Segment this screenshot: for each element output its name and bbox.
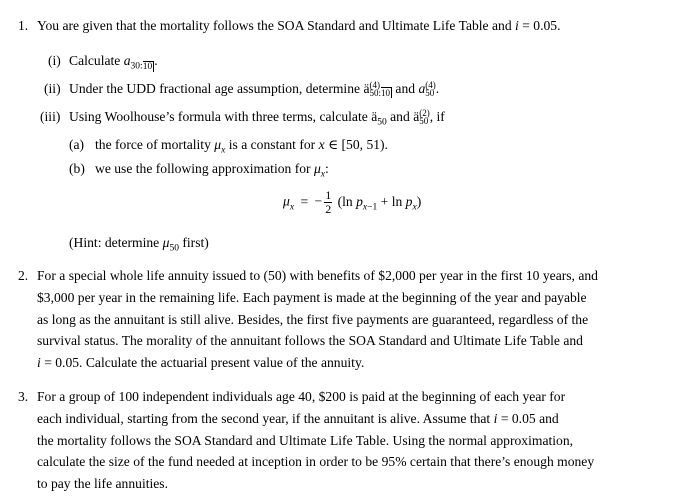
question-2-text [37, 265, 628, 374]
part-iii-label: Using Woolhouse’s formula with three terms, calculate [69, 109, 368, 124]
question-1-number: 1. [18, 18, 29, 33]
part-b-number: (b) [69, 161, 85, 176]
part-i-label: Calculate [69, 53, 121, 68]
question-3-text [37, 386, 628, 495]
question-2-line: $3,000 per year in the remaining life. Each payment is made at the beginning of the year and payable [37, 289, 587, 305]
part-b-text: we use the following approximation for $\mu_x$: [95, 161, 329, 180]
question-2-line: survival status. The morality of the annuitant follows the SOA Standard and Ultimate Life Table and [37, 333, 583, 349]
part-ii-number: (ii) [44, 81, 61, 96]
question-2-number: 2. [18, 268, 29, 283]
part-ii-text: Under the UDD fractional age assumption, determine ä (4) 50:10 and a (4) 50 . [69, 80, 440, 99]
question-3-line: to pay the life annuities. [37, 476, 168, 492]
hint-label: (Hint: determine [69, 235, 160, 250]
part-iii-text: Using Woolhouse’s formula with three terms, calculate $ä_{50}$ and ä (2) 50 , if [69, 108, 445, 128]
part-b-label: we use the following approximation for [95, 161, 311, 176]
question-3-number: 3. [18, 389, 29, 404]
part-a-mid: is a constant for [228, 137, 316, 152]
part-iii-number: (iii) [40, 109, 61, 124]
question-3-line: the mortality follows the SOA Standard and Ultimate Life Table. Using the normal approximation, [37, 432, 574, 448]
question-2-line: For a special whole life annuity issued to (50) with benefits of $2,000 per year in the first 10 years, and [37, 268, 598, 283]
question-3-line: calculate the size of the fund needed at inception in order to be 95% certain that there’s enough money [37, 454, 595, 470]
part-iii-if: , if [429, 109, 445, 124]
question-3-line: For a group of 100 independent individuals age 40, $200 is paid at the beginning of each year for [37, 389, 566, 404]
part-a-text: the force of mortality $\mu_x$ is a constant for x ∈ [50, 51). [95, 137, 388, 156]
mortality-approximation-formula: $\mu_x$ = − $\frac{1}{2}$ (ln $p_{x-1} + \ln p_x$) [283, 188, 422, 216]
part-a-number: (a) [69, 137, 85, 152]
question-2-line: as long as the annuitant is still alive. Besides, the first five payments are guaranteed, regardless of the [37, 311, 589, 327]
part-iii-and: and [390, 109, 410, 124]
part-a-interval: ∈ [50, 51). [328, 137, 388, 152]
question-1-stem-interest: = 0.05. [522, 18, 561, 33]
question-1-stem-text: You are given that the mortality follows the SOA Standard and Ultimate Life Table and [37, 18, 512, 33]
question-3-line: each individual, starting from the second year, if the annuitant is alive. Assume that i = 0.05 and [37, 410, 559, 426]
part-i-text: Calculate $a_{30:10}$ . [69, 53, 158, 72]
hint-text: (Hint: determine $\mu_{50}$ first) [69, 235, 209, 254]
hint-end: first) [182, 235, 209, 250]
part-ii-and: and [395, 81, 416, 96]
question-1-stem: You are given that the mortality follows the SOA Standard and Ultimate Life Table and i = 0.05. [37, 18, 561, 33]
part-a-label: the force of mortality [95, 137, 211, 152]
part-i-number: (i) [48, 53, 61, 68]
part-ii-label: Under the UDD fractional age assumption, determine [69, 81, 361, 96]
question-2-line: i = 0.05. Calculate the actuarial present value of the annuity. [37, 355, 365, 371]
